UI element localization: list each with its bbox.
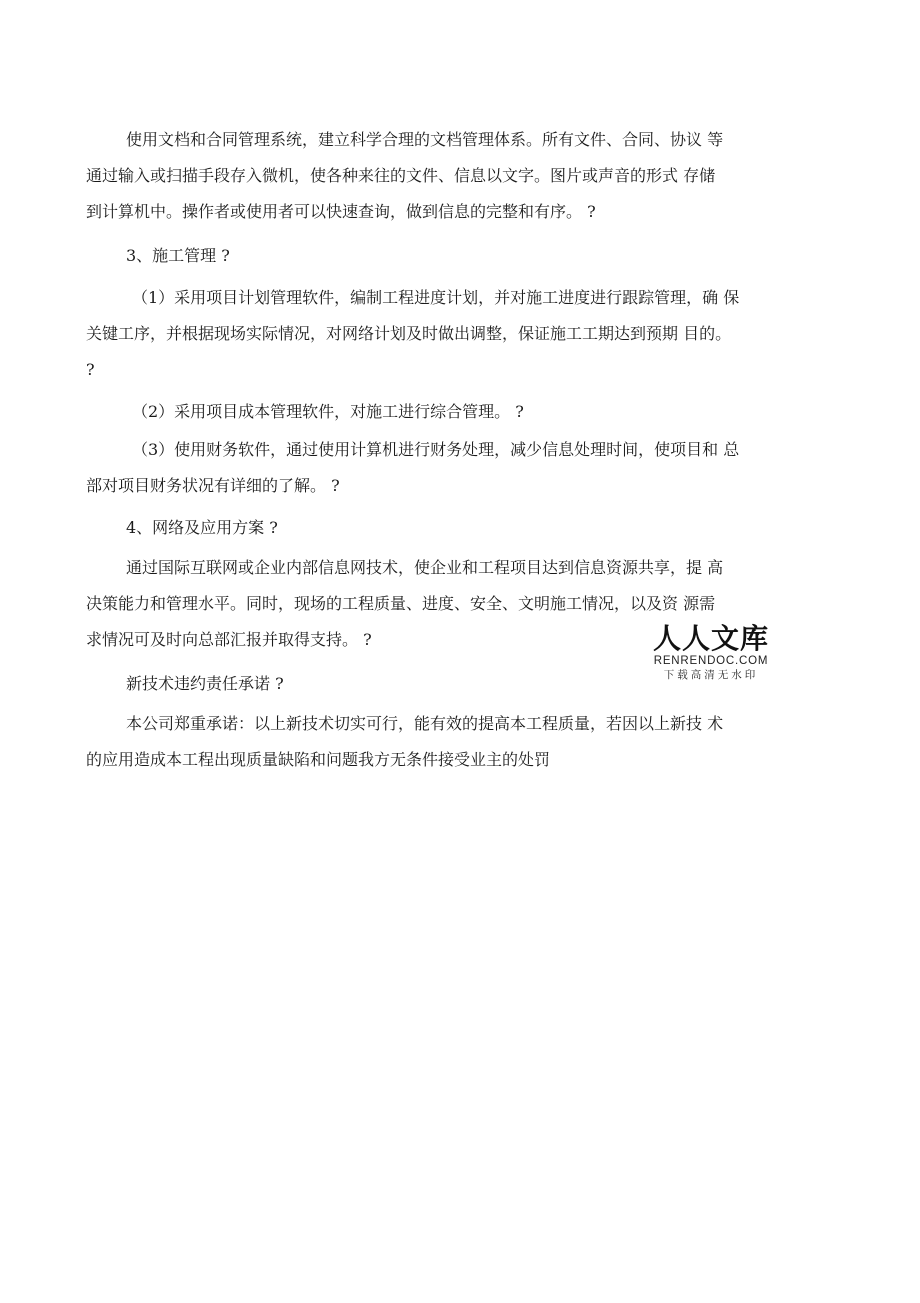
text-line: （3）使用财务软件，通过使用计算机进行财务处理，减少信息处理时间，使项目和 总 (132, 440, 740, 459)
text-line: 关键工序，并根据现场实际情况，对网络计划及时做出调整，保证施工工期达到预期 目的。 (86, 324, 732, 343)
text-line: （1）采用项目计划管理软件，编制工程进度计划，并对施工进度进行跟踪管理，确 保 (132, 288, 740, 307)
watermark-url: RENRENDOC.COM (653, 655, 769, 667)
paragraph-finance-software (86, 432, 786, 504)
heading-construction-management (86, 238, 786, 274)
paragraph-cost-software (86, 394, 786, 430)
paragraph-schedule-software (86, 280, 786, 388)
text-line: 部对项目财务状况有详细的了解。 ? (86, 476, 340, 495)
text-line: 求情况可及时向总部汇报并取得支持。 ? (86, 630, 372, 649)
watermark-logo (646, 624, 776, 684)
text-line: ? (86, 360, 95, 379)
watermark-subtitle: 下载高清无水印 (663, 669, 759, 681)
heading-network-application (86, 510, 786, 546)
paragraph-commitment (86, 706, 786, 778)
section-heading: 4、网络及应用方案 ? (126, 518, 278, 537)
text-line: 到计算机中。操作者或使用者可以快速查询，做到信息的完整和有序。 ? (86, 202, 596, 221)
paragraph-document-management (86, 122, 786, 230)
watermark-title: 人人文库 (652, 622, 769, 655)
section-heading: 新技术违约责任承诺 ? (126, 674, 284, 693)
section-heading: 3、施工管理 ? (126, 246, 230, 265)
text-line: （2）采用项目成本管理软件，对施工进行综合管理。 ? (132, 402, 524, 421)
text-line: 通过输入或扫描手段存入微机，使各种来往的文件、信息以文字。图片或声音的形式 存储 (86, 166, 716, 185)
text-line: 本公司郑重承诺：以上新技术切实可行，能有效的提高本工程质量，若因以上新技 术 (126, 714, 724, 733)
text-line: 决策能力和管理水平。同时，现场的工程质量、进度、安全、文明施工情况，以及资 源需 (86, 594, 716, 613)
text-line: 的应用造成本工程出现质量缺陷和问题我方无条件接受业主的处罚 (86, 750, 551, 769)
text-line: 通过国际互联网或企业内部信息网技术，使企业和工程项目达到信息资源共享，提 高 (126, 558, 724, 577)
text-line: 使用文档和合同管理系统，建立科学合理的文档管理体系。所有文件、合同、协议 等 (126, 130, 724, 149)
